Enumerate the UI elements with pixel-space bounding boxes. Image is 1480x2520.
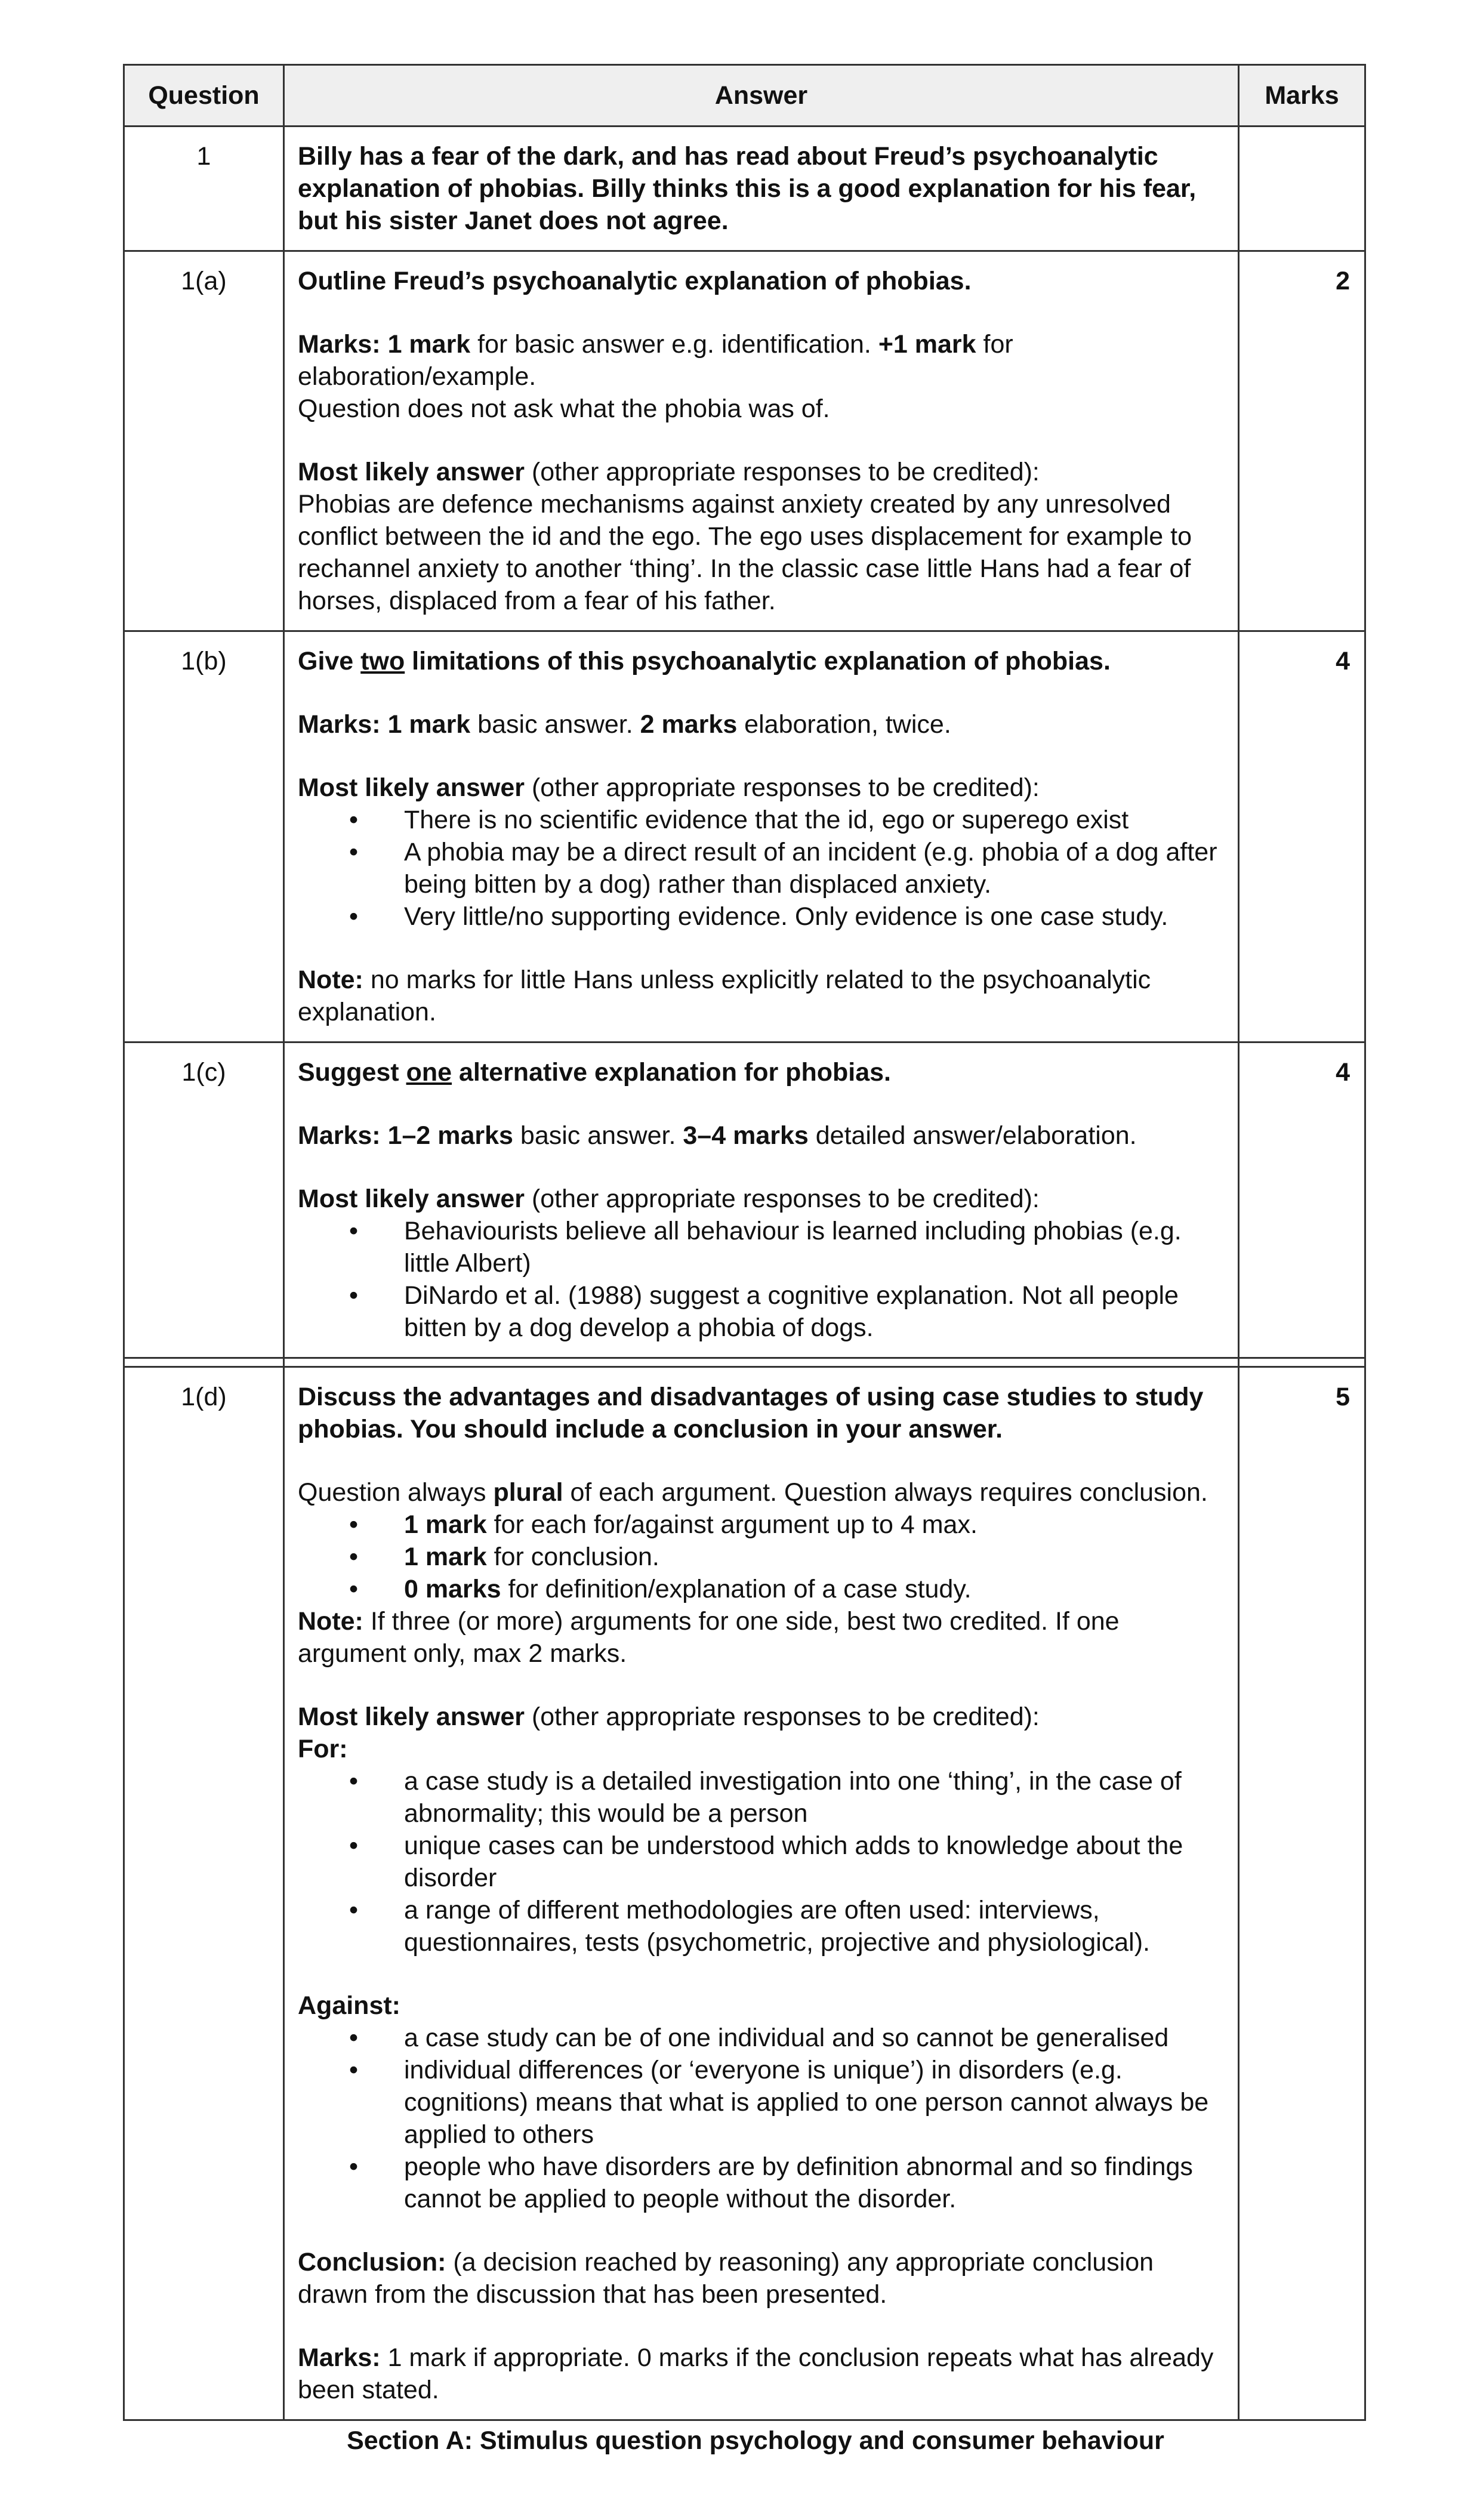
most-likely-answer-label: Most likely answer (other appropriate responses to be credited): (298, 458, 1040, 486)
for-arguments-list (298, 1765, 1225, 1958)
answer-cell (284, 251, 1239, 631)
explanations-list (298, 1215, 1225, 1344)
question-title: Discuss the advantages and disadvantages of using case studies to study phobias. You should include a conclusion in your answer. (298, 1383, 1204, 1443)
final-marking-guidance: Marks: 1 mark if appropriate. 0 marks if the conclusion repeats what has already been stated. (298, 2343, 1214, 2404)
list-item: • There is no scientific evidence that the id, ego or superego exist (298, 804, 1225, 836)
marks-value: 5 (1239, 1367, 1365, 2420)
list-item: • unique cases can be understood which adds to knowledge about the disorder (298, 1830, 1225, 1894)
list-item: • individual differences (or ‘everyone is unique’) in disorders (e.g. cognitions) means that what is applied to one person cannot always be applied to others (298, 2054, 1225, 2151)
for-heading: For: (298, 1735, 348, 1763)
list-item: • DiNardo et al. (1988) suggest a cognitive explanation. Not all people bitten by a dog develop a phobia of dogs. (298, 1279, 1225, 1344)
marks-cell (1239, 127, 1365, 251)
list-item: • a case study is a detailed investigation into one ‘thing’, in the case of abnormality; this would be a person (298, 1765, 1225, 1830)
list-item: • 0 marks for definition/explanation of a case study. (298, 1573, 1225, 1605)
marking-guidance: Marks: 1 mark basic answer. 2 marks elaboration, twice. (298, 710, 951, 739)
mark-scheme-table (123, 64, 1366, 2421)
against-arguments-list (298, 2022, 1225, 2215)
table-header-row (124, 65, 1365, 127)
mark-allocation-list (298, 1509, 1225, 1605)
section-footer: Section A: Stimulus question psychology and consumer behaviour (347, 2426, 1164, 2455)
conclusion-guidance: Conclusion: (a decision reached by reasoning) any appropriate conclusion drawn from the discussion that has been presented. (298, 2248, 1154, 2309)
list-item: • a case study can be of one individual and so cannot be generalised (298, 2022, 1225, 2054)
most-likely-answer-label: Most likely answer (other appropriate responses to be credited): (298, 1185, 1040, 1213)
table-row-q1d (124, 1367, 1365, 2420)
answer-cell (284, 1367, 1239, 2420)
answer-column-header: Answer (284, 65, 1239, 127)
marking-intro: Question always plural of each argument. Question always requires conclusion. (298, 1478, 1208, 1507)
marking-guidance: Marks: 1–2 marks basic answer. 3–4 marks detailed answer/elaboration. (298, 1121, 1137, 1150)
marks-column-header: Marks (1239, 65, 1365, 127)
table-row-q1b (124, 631, 1365, 1042)
list-item: • Very little/no supporting evidence. Only evidence is one case study. (298, 900, 1225, 933)
separator-cell (1239, 1358, 1365, 1367)
marks-value: 2 (1239, 251, 1365, 631)
marks-value: 4 (1239, 1042, 1365, 1358)
limitations-list (298, 804, 1225, 933)
question-column-header: Question (124, 65, 284, 127)
list-item: • 1 mark for each for/against argument up to 4 max. (298, 1509, 1225, 1541)
against-heading: Against: (298, 1991, 400, 2020)
question-number: 1(c) (124, 1042, 284, 1358)
most-likely-answer-label: Most likely answer (other appropriate responses to be credited): (298, 1702, 1040, 1731)
table-row-q1c (124, 1042, 1365, 1358)
answer-cell (284, 631, 1239, 1042)
row-separator (124, 1358, 1365, 1367)
most-likely-answer-label: Most likely answer (other appropriate responses to be credited): (298, 773, 1040, 802)
mark-scheme-page (123, 64, 1364, 2457)
marks-value: 4 (1239, 631, 1365, 1042)
guidance-note: Note: no marks for little Hans unless explicitly related to the psychoanalytic explanation. (298, 966, 1151, 1026)
answer-body: Phobias are defence mechanisms against anxiety created by any unresolved conflict between the id and the ego. The ego uses displacement for example to rechannel anxiety to another ‘thing’. In the classic case little Hans had a fear of horses, displaced from a fear of his father. (298, 490, 1192, 615)
answer-cell (284, 127, 1239, 251)
guidance-note: Question does not ask what the phobia was of. (298, 394, 830, 423)
question-number: 1(a) (124, 251, 284, 631)
question-title: Outline Freud’s psychoanalytic explanation of phobias. (298, 267, 972, 295)
separator-cell (124, 1358, 284, 1367)
separator-cell (284, 1358, 1239, 1367)
question-number: 1 (124, 127, 284, 251)
question-title: Suggest one alternative explanation for phobias. (298, 1058, 891, 1087)
guidance-note: Note: If three (or more) arguments for one side, best two credited. If one argument only, max 2 marks. (298, 1607, 1120, 1668)
list-item: • A phobia may be a direct result of an incident (e.g. phobia of a dog after being bitten by a dog) rather than displaced anxiety. (298, 836, 1225, 900)
question-title: Give two limitations of this psychoanalytic explanation of phobias. (298, 647, 1111, 676)
question-number: 1(b) (124, 631, 284, 1042)
question-number: 1(d) (124, 1367, 284, 2420)
marking-guidance: Marks: 1 mark for basic answer e.g. identification. +1 mark for elaboration/example. (298, 330, 1013, 391)
table-row-q1 (124, 127, 1365, 251)
list-item: • people who have disorders are by definition abnormal and so findings cannot be applied to people without the disorder. (298, 2151, 1225, 2215)
question-stem: Billy has a fear of the dark, and has read about Freud’s psychoanalytic explanation of phobias. Billy thinks this is a good explanation for his fear, but his sister Janet does not agree. (298, 142, 1197, 235)
list-item: • Behaviourists believe all behaviour is learned including phobias (e.g. little Albert) (298, 1215, 1225, 1279)
answer-cell (284, 1042, 1239, 1358)
table-row-q1a (124, 251, 1365, 631)
list-item: • a range of different methodologies are often used: interviews, questionnaires, tests (psychometric, projective and physiological). (298, 1894, 1225, 1958)
list-item: • 1 mark for conclusion. (298, 1541, 1225, 1573)
